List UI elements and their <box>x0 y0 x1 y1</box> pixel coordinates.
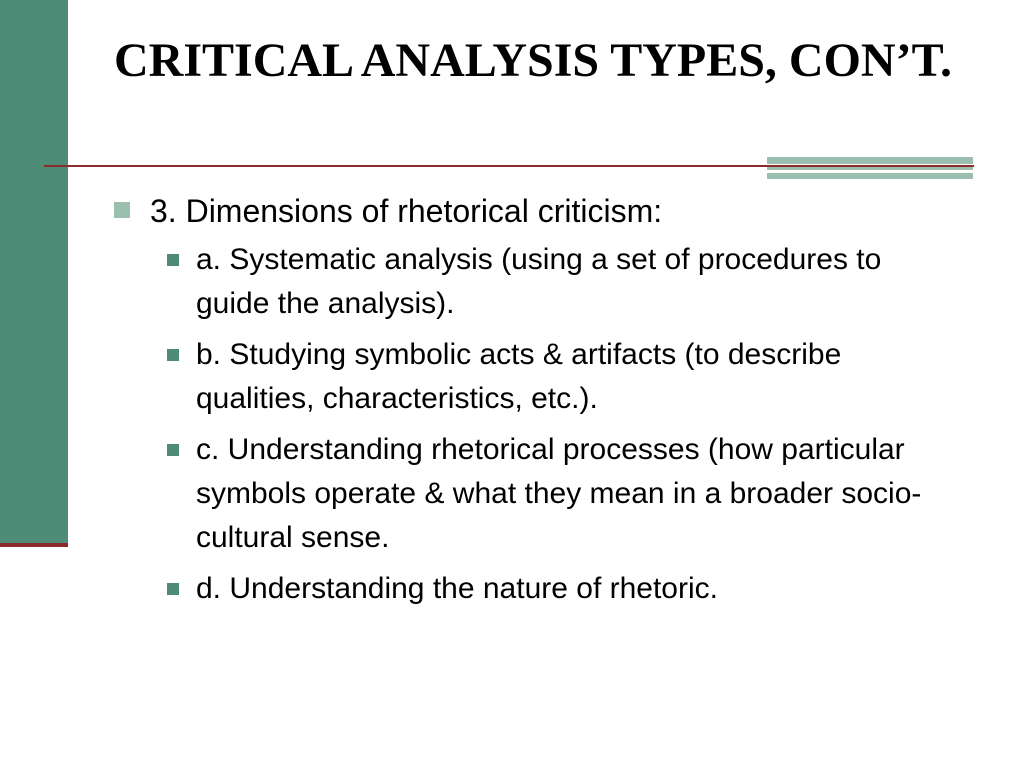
main-bullet-item <box>114 190 974 232</box>
side-accent-bar <box>0 0 68 544</box>
sub-bullet-text: d. Understanding the nature of rhetoric. <box>196 572 718 605</box>
square-bullet-icon <box>167 254 179 266</box>
accent-stripe <box>767 167 973 170</box>
sub-bullet-text: b. Studying symbolic acts & artifacts (to describe qualities, characteristics, etc.). <box>196 338 842 415</box>
sub-bullet-item <box>167 238 974 326</box>
sub-bullet-item <box>167 428 974 560</box>
square-bullet-icon <box>114 202 130 218</box>
accent-stripe <box>767 173 973 179</box>
accent-stripe <box>767 157 973 164</box>
sub-bullet-text: a. Systematic analysis (using a set of procedures to guide the analysis). <box>196 243 882 320</box>
side-accent-rule <box>0 543 68 547</box>
slide-body <box>114 190 974 618</box>
slide-title: CRITICAL ANALYSIS TYPES, CON’T. <box>114 34 953 87</box>
accent-stripes <box>767 157 973 179</box>
square-bullet-icon <box>167 583 179 595</box>
square-bullet-icon <box>167 444 179 456</box>
sub-bullet-item <box>167 567 974 611</box>
sub-bullet-item <box>167 333 974 421</box>
sub-bullet-list <box>114 238 974 611</box>
main-bullet-text: 3. Dimensions of rhetorical criticism: <box>150 193 663 229</box>
sub-bullet-text: c. Understanding rhetorical processes (how particular symbols operate & what they mean in a broader socio-cultural sense. <box>196 433 922 554</box>
square-bullet-icon <box>167 349 179 361</box>
